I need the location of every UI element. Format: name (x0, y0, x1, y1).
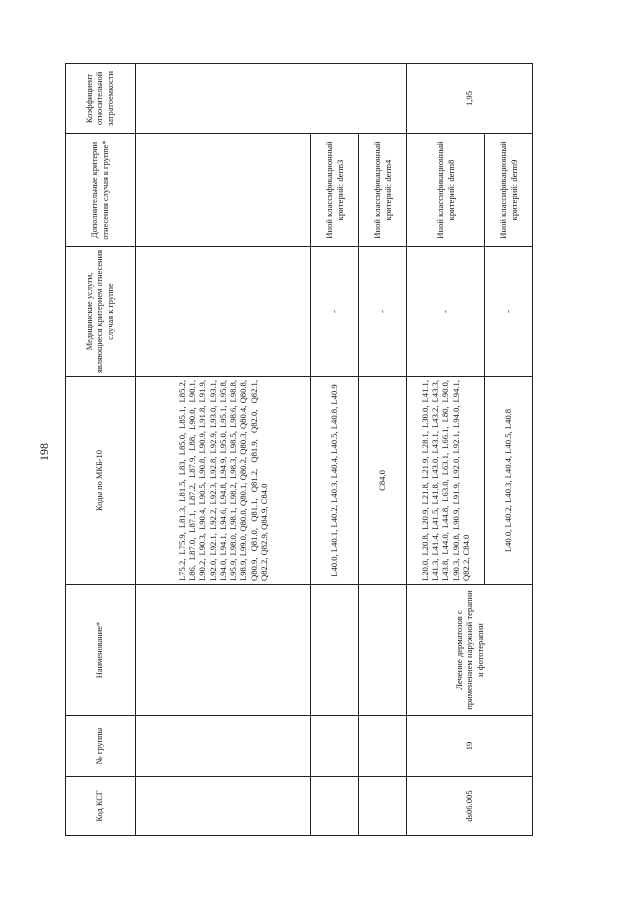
header-coefficient: Коэффициент относительной затратоемкости (66, 64, 136, 134)
coefficient-cell: 1,95 (407, 64, 533, 134)
header-extra-criteria: Дополнительные критерии отнесения случая к группе* (66, 134, 136, 247)
criteria-cell: Иной классификационный критерий: derm3 (311, 134, 359, 247)
table-row (311, 64, 359, 836)
criteria-cell: Иной классификационный критерий: derm4 (359, 134, 407, 247)
header-icd-codes: Коды по МКБ-10 (66, 377, 136, 585)
empty-cell (359, 585, 407, 716)
empty-cell (136, 64, 407, 134)
page-number: 198 (37, 443, 51, 461)
header-group-no: № группы (66, 716, 136, 777)
services-cell: - (485, 247, 533, 377)
criteria-cell: Иной классификационный критерий: derm8 (407, 134, 485, 247)
services-cell: - (407, 247, 485, 377)
ksg-table (65, 63, 533, 836)
empty-cell (136, 247, 311, 377)
icd-codes-cell: L20.0, L20.8, L20.9, L21.8, L21.9, L28.1, L30.0, L41.1, L41.3, L41.4, L41.5, L41.8, L43.0, L43.1, L43.2, L43.3, L43.8, L44.0, L44.8, L63.0, L63.1, L66.1, L80, L90.0, L90.3, L90.8, L90.9, L91.9, L92.0, L92.1, L94.0, L94.1, Q82.2, C84.0 (407, 377, 485, 585)
empty-cell (311, 716, 359, 777)
name-cell: Лечение дерматозов с применением наружной терапии и фототерапии (407, 585, 533, 716)
criteria-cell: Иной классификационный критерий: derm9 (485, 134, 533, 247)
header-row (66, 64, 136, 836)
header-services: Медицинские услуги, являющиеся критерием отнесения случая к группе (66, 247, 136, 377)
empty-cell (136, 134, 311, 247)
icd-codes-cell: C84.0 (359, 377, 407, 585)
group-no-cell: 19 (407, 716, 533, 777)
table-row (407, 64, 485, 836)
icd-codes-cell: L75.2, L75.9, L81.3, L81.5, L83, L85.0, L85.1, L85.2, L86, L87.0, L87.1, L87.2, L87.9, L88, L90.0, L90.1, L90.2, L90.3, L90.4, L90.5, L90.8, L90.9, L91.8, L91.9, L92.0, L92.1, L92.2, L92.3, L92.8, L92.9, L93.0, L93.1, L94.0, L94.1, L94.6, L94.8, L94.9, L95.0, L95.1, L95.8, L95.9, L98.0, L98.1, L98.2, L98.3, L98.5, L98.6, L98.8, L98.9, L99.0, Q80.0, Q80.1, Q80.2, Q80.3, Q80.4, Q80.8, Q80.9, Q81.0, Q81.1, Q81.2, Q81.9, Q82.0, Q82.1, Q82.2, Q82.9, Q84.9, C84.0 (136, 377, 311, 585)
empty-cell (311, 585, 359, 716)
rotated-table-wrapper (65, 64, 532, 836)
icd-codes-cell: L40.0, L40.1, L40.2, L40.3, L40.4, L40.5, L40.8, L40.9 (311, 377, 359, 585)
ksg-code-cell: ds06.005 (407, 777, 533, 836)
icd-codes-cell: L40.0, L40.2, L40.3, L40.4, L40.5, L40.8 (485, 377, 533, 585)
services-cell: - (359, 247, 407, 377)
empty-cell (136, 585, 311, 716)
empty-cell (311, 777, 359, 836)
services-cell: - (311, 247, 359, 377)
empty-cell (359, 777, 407, 836)
empty-cell (136, 716, 311, 777)
empty-cell (136, 777, 311, 836)
header-ksg-code: Код КСГ (66, 777, 136, 836)
header-name: Наименование* (66, 585, 136, 716)
empty-cell (359, 716, 407, 777)
table-row (136, 64, 311, 836)
table-row (359, 64, 407, 836)
